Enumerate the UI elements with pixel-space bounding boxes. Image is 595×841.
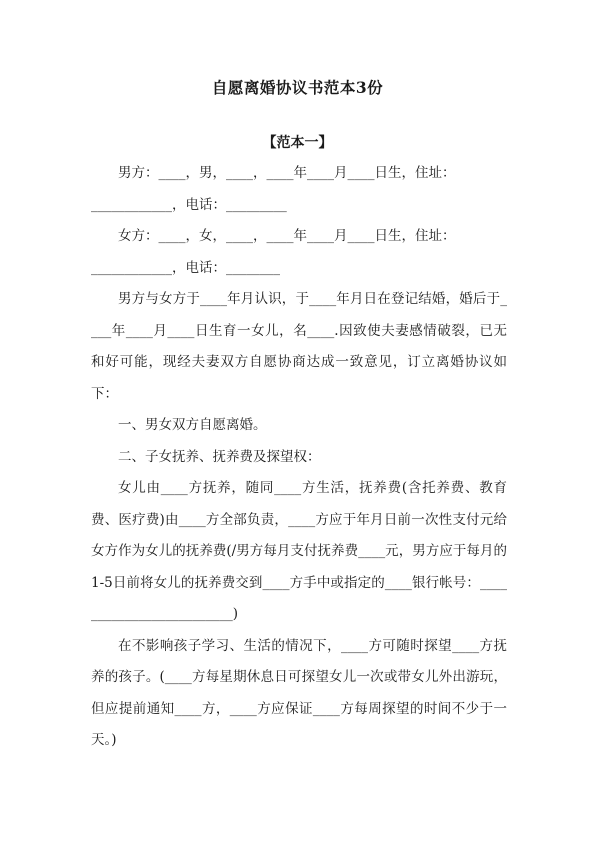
paragraph-marriage-background: 男方与女方于____年月认识，于____年月日在登记结婚，婚后于____年____月____日生育一女儿，名____.因致使夫妻感情破裂，已无和好可能，现经夫妻双方自愿协商达成一致意见，订立离婚协议如下： [91, 291, 507, 402]
paragraph-child-support: 女儿由____方抚养，随同____方生活，抚养费(含托养费、教育费、医疗费)由____方全部负责，____方应于年月日前一次性支付元给女方作为女儿的抚养费(/男方每月支付抚养费____元，男方应于每月的1-5日前将女儿的抚养费交到____方手中或指定的____银行帐号：_________________________) [91, 480, 507, 622]
document-body [91, 158, 507, 757]
paragraph-male-party: 男方：____，男，____，____年____月____日生，住址： [118, 165, 456, 181]
paragraph-female-phone: ____________，电话：________ [91, 259, 280, 276]
section-title: 【范本一】 [262, 135, 333, 151]
paragraph-clause-one: 一、男女双方自愿离婚。 [118, 417, 267, 433]
paragraph-male-phone: ____________，电话：_________ [91, 196, 287, 213]
paragraph-clause-two-heading: 二、子女抚养、抚养费及探望权： [118, 448, 321, 465]
paragraph-visitation: 在不影响孩子学习、生活的情况下，____方可随时探望____方抚养的孩子。(____方每星期休息日可探望女儿一次或带女儿外出游玩，但应提前通知____方，____方应保证____方每周探望的时间不少于一天。) [91, 637, 507, 748]
paragraph-female-party: 女方：____，女，____，____年____月____日生，住址： [118, 228, 456, 244]
document-title: 自愿离婚协议书范本3份 [211, 78, 384, 97]
